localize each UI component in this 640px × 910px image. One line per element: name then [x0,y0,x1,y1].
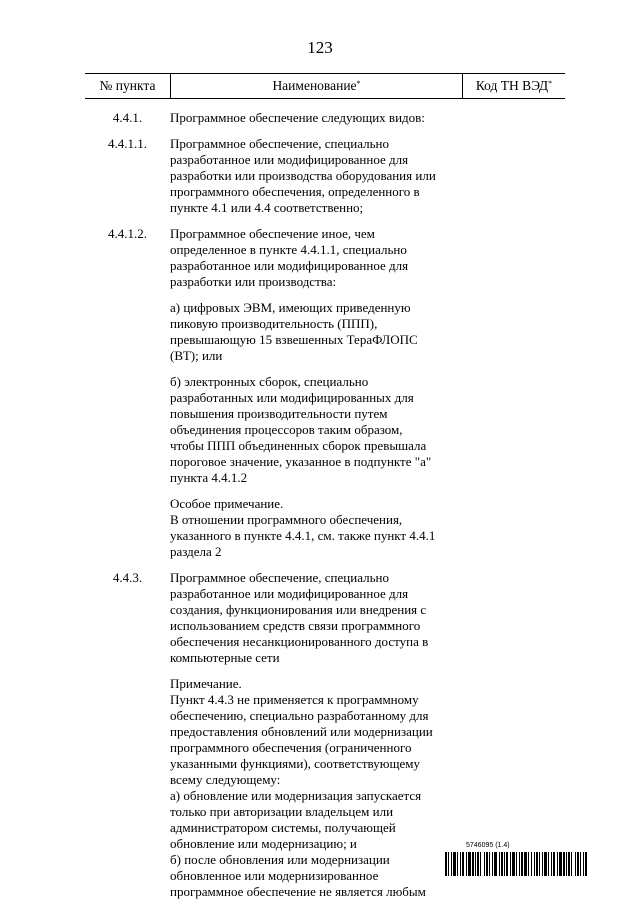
barcode-bar [531,852,532,876]
entry-4-4-1-1 [85,136,565,216]
barcode-bar [504,852,505,876]
barcode-bar [466,852,467,876]
barcode-bar [472,852,474,876]
header-name-label: Наименование [272,78,357,93]
barcode-bar [510,852,511,876]
barcode-image [445,852,587,876]
barcode-bar [539,852,540,876]
entry-4-4-1-2 [85,226,565,560]
barcode-bar [501,852,503,876]
barcode-bar [524,852,527,876]
barcode-bar [566,852,567,876]
barcode-bar [580,852,581,876]
special-note: Особое примечание. В отношении программного обеспечения, указанного в пункте 4.4.1, см. также пункт 4.4.1 раздела 2 [170,496,436,559]
entry-number: 4.4.1.2. [108,226,147,241]
entry-paragraph: Программное обеспечение иное, чем определенное в пункте 4.4.1.1, специально разработанное или модифицированное для разработки или производства: [170,226,409,289]
header-name-column [170,74,463,98]
table-header [85,73,565,99]
barcode-bar [492,852,493,876]
barcode-bar [512,852,515,876]
barcode-bar [480,852,481,876]
barcode-bar [462,852,464,876]
barcode-bar [506,852,508,876]
barcode-bar [489,852,490,876]
barcode-bar [468,852,471,876]
entry-number: 4.4.1. [112,110,143,125]
entry-number: 4.4.1.1. [108,136,147,151]
entry-paragraph: а) цифровых ЭВМ, имеющих приведенную пиковую производительность (ППП), превышающую 15 взвешенных ТераФЛОПС (ВТ); или [170,300,418,363]
barcode-bar [536,852,538,876]
document-code: 5746095 (1.4) [466,842,510,849]
entry-number: 4.4.3. [112,570,143,585]
header-code-footnote-mark: * [548,79,553,88]
entry-4-4-1 [85,110,565,126]
barcode-bar [575,852,576,876]
barcode-bar [448,852,449,876]
entry-text [170,110,440,126]
barcode-bar [486,852,488,876]
header-name-footnote-mark: * [356,79,361,88]
barcode-bar [583,852,584,876]
barcode-bar [457,852,458,876]
entry-text [170,226,440,560]
barcode-bar [460,852,461,876]
barcode-bar [551,852,552,876]
barcode-bar [544,852,547,876]
barcode-bar [559,852,562,876]
entry-text [170,136,440,216]
barcode-bar [534,852,535,876]
barcode-bar [475,852,476,876]
barcode-bar [521,852,523,876]
barcode-bar [519,852,520,876]
barcode-bar [453,852,456,876]
barcode-bar [528,852,529,876]
document-body [85,110,565,910]
barcode-bar [445,852,447,876]
entry-paragraph: Программное обеспечение, специально разработанное или модифицированное для разработки или производства оборудования или программного обеспечения, определенного в пункте 4.1 или 4.4 соответственно; [170,136,436,215]
barcode-bar [542,852,543,876]
entry-text [170,570,440,900]
barcode-bar [494,852,497,876]
entry-paragraph: Программное обеспечение следующих видов: [170,110,425,125]
barcode-bar [571,852,572,876]
barcode-bar [557,852,558,876]
entry-paragraph: б) электронных сборок, специально разработанных или модифицированных для повышения производительности путем объединения процессоров таким образом, чтобы ППП объединенных сборок превышала пороговое значение, указанное в подпункте "а" пункта 4.4.1.2 [170,374,432,485]
barcode-bar [553,852,555,876]
barcode-bar [577,852,579,876]
barcode-bar [548,852,549,876]
barcode-bar [451,852,452,876]
header-code-column [463,74,565,98]
page-number: 123 [307,38,333,57]
barcode-bar [563,852,565,876]
note: Примечание. Пункт 4.4.3 не применяется к программному обеспечению, специально разработанному для предоставления обновлений или модернизации программного обеспечения (ограниченного указанными функциями), соответствующему всему следующему: а) обновление или модернизация запускается только при авторизации владельцем или администратором системы, получающей обновление или модернизацию; и б) после обновления или модернизации обновленное или модернизированное программное обеспечение не является любым [170,676,433,899]
barcode-bar [516,852,517,876]
entry-4-4-3 [85,570,565,900]
barcode-bar [585,852,587,876]
header-code-label: Код ТН ВЭД [475,78,549,93]
header-number-column: № пункта [99,78,156,93]
barcode-bar [477,852,479,876]
barcode-bar [484,852,485,876]
entry-paragraph: Программное обеспечение, специально разработанное или модифицированное для создания, функционирования или внедрения с использованием средств связи программного обеспечения несанкционированного доступа в компьютерные сети [170,570,429,665]
barcode-bar [499,852,500,876]
barcode-bar [568,852,570,876]
